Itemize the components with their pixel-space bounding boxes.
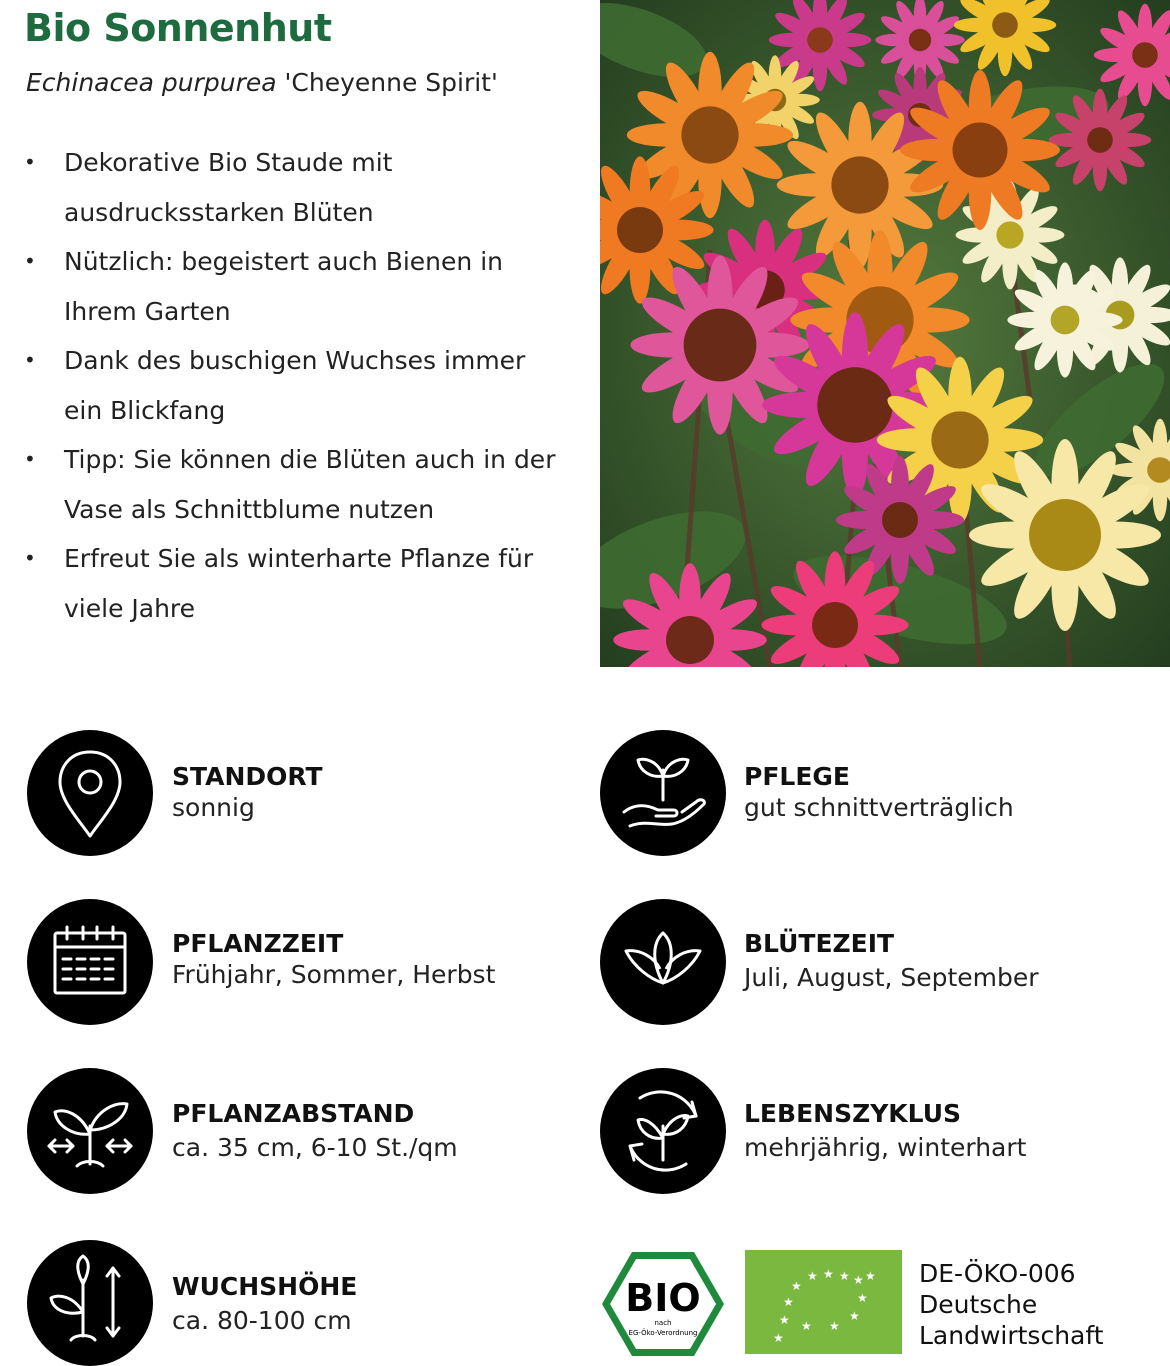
feature-value-bluetezeit: Juli, August, September: [744, 963, 1039, 992]
certification-origin-line1: Deutsche: [919, 1290, 1038, 1319]
feature-value-wuchshoehe: ca. 80-100 cm: [172, 1306, 352, 1335]
svg-text:★: ★: [857, 1291, 868, 1305]
svg-text:★: ★: [773, 1331, 784, 1345]
location-pin-icon: [27, 730, 153, 856]
eu-organic-leaf-logo: [745, 1250, 902, 1354]
svg-text:★: ★: [849, 1309, 860, 1323]
lotus-flower-icon: [600, 899, 726, 1025]
product-photo: [600, 0, 1170, 667]
latin-name: Echinacea purpurea: [26, 68, 277, 97]
feature-value-pflanzabstand: ca. 35 cm, 6-10 St./qm: [172, 1133, 458, 1162]
svg-text:★: ★: [801, 1319, 812, 1333]
feature-value-pflege: gut schnittverträglich: [744, 793, 1014, 822]
svg-text:★: ★: [779, 1313, 790, 1327]
bio-seal-sub1: nach: [654, 1319, 672, 1327]
bio-seal-logo: [600, 1249, 726, 1359]
list-item: • Erfreut Sie als winterharte Pflanze für viele Jahre: [24, 534, 584, 633]
coneflower-illustration: [600, 0, 1170, 667]
feature-bullet-list: [24, 138, 584, 633]
botanical-name: [26, 68, 498, 97]
cultivar-name: 'Cheyenne Spirit': [284, 68, 498, 97]
feature-value-pflanzzeit: Frühjahr, Sommer, Herbst: [172, 960, 496, 989]
svg-text:★: ★: [865, 1269, 876, 1283]
feature-label-wuchshoehe: WUCHSHÖHE: [172, 1272, 358, 1301]
plant-spacing-icon: [27, 1068, 153, 1194]
svg-text:★: ★: [853, 1273, 864, 1287]
feature-label-pflege: PFLEGE: [744, 762, 851, 791]
svg-text:★: ★: [823, 1267, 834, 1281]
certification-text: [919, 1258, 1104, 1351]
feature-value-lebenszyklus: mehrjährig, winterhart: [744, 1133, 1027, 1162]
feature-label-pflanzabstand: PFLANZABSTAND: [172, 1099, 415, 1128]
list-item: • Dekorative Bio Staude mit ausdrucksstarken Blüten: [24, 138, 584, 237]
certification-origin-line2: Landwirtschaft: [919, 1321, 1104, 1350]
feature-label-standort: STANDORT: [172, 762, 323, 791]
svg-text:★: ★: [783, 1295, 794, 1309]
list-item: • Dank des buschigen Wuchses immer ein Blickfang: [24, 336, 584, 435]
list-item: • Nützlich: begeistert auch Bienen in Ihrem Garten: [24, 237, 584, 336]
feature-label-pflanzzeit: PFLANZZEIT: [172, 929, 344, 958]
feature-label-lebenszyklus: LEBENSZYKLUS: [744, 1099, 962, 1128]
svg-text:★: ★: [829, 1319, 840, 1333]
svg-text:★: ★: [807, 1269, 818, 1283]
list-item: • Tipp: Sie können die Blüten auch in der Vase als Schnittblume nutzen: [24, 435, 584, 534]
certification-code: DE-ÖKO-006: [919, 1259, 1076, 1288]
plant-cycle-icon: [600, 1068, 726, 1194]
page-title: Bio Sonnenhut: [24, 6, 332, 50]
calendar-icon: [27, 899, 153, 1025]
plant-height-icon: [27, 1240, 153, 1366]
feature-value-standort: sonnig: [172, 793, 255, 822]
svg-text:★: ★: [791, 1279, 802, 1293]
hand-seedling-icon: [600, 730, 726, 856]
bio-seal-sub2: EG-Öko-Verordnung: [628, 1329, 698, 1337]
bio-seal-text: BIO: [625, 1276, 701, 1320]
feature-label-bluetezeit: BLÜTEZEIT: [744, 929, 895, 958]
svg-text:★: ★: [839, 1269, 850, 1283]
